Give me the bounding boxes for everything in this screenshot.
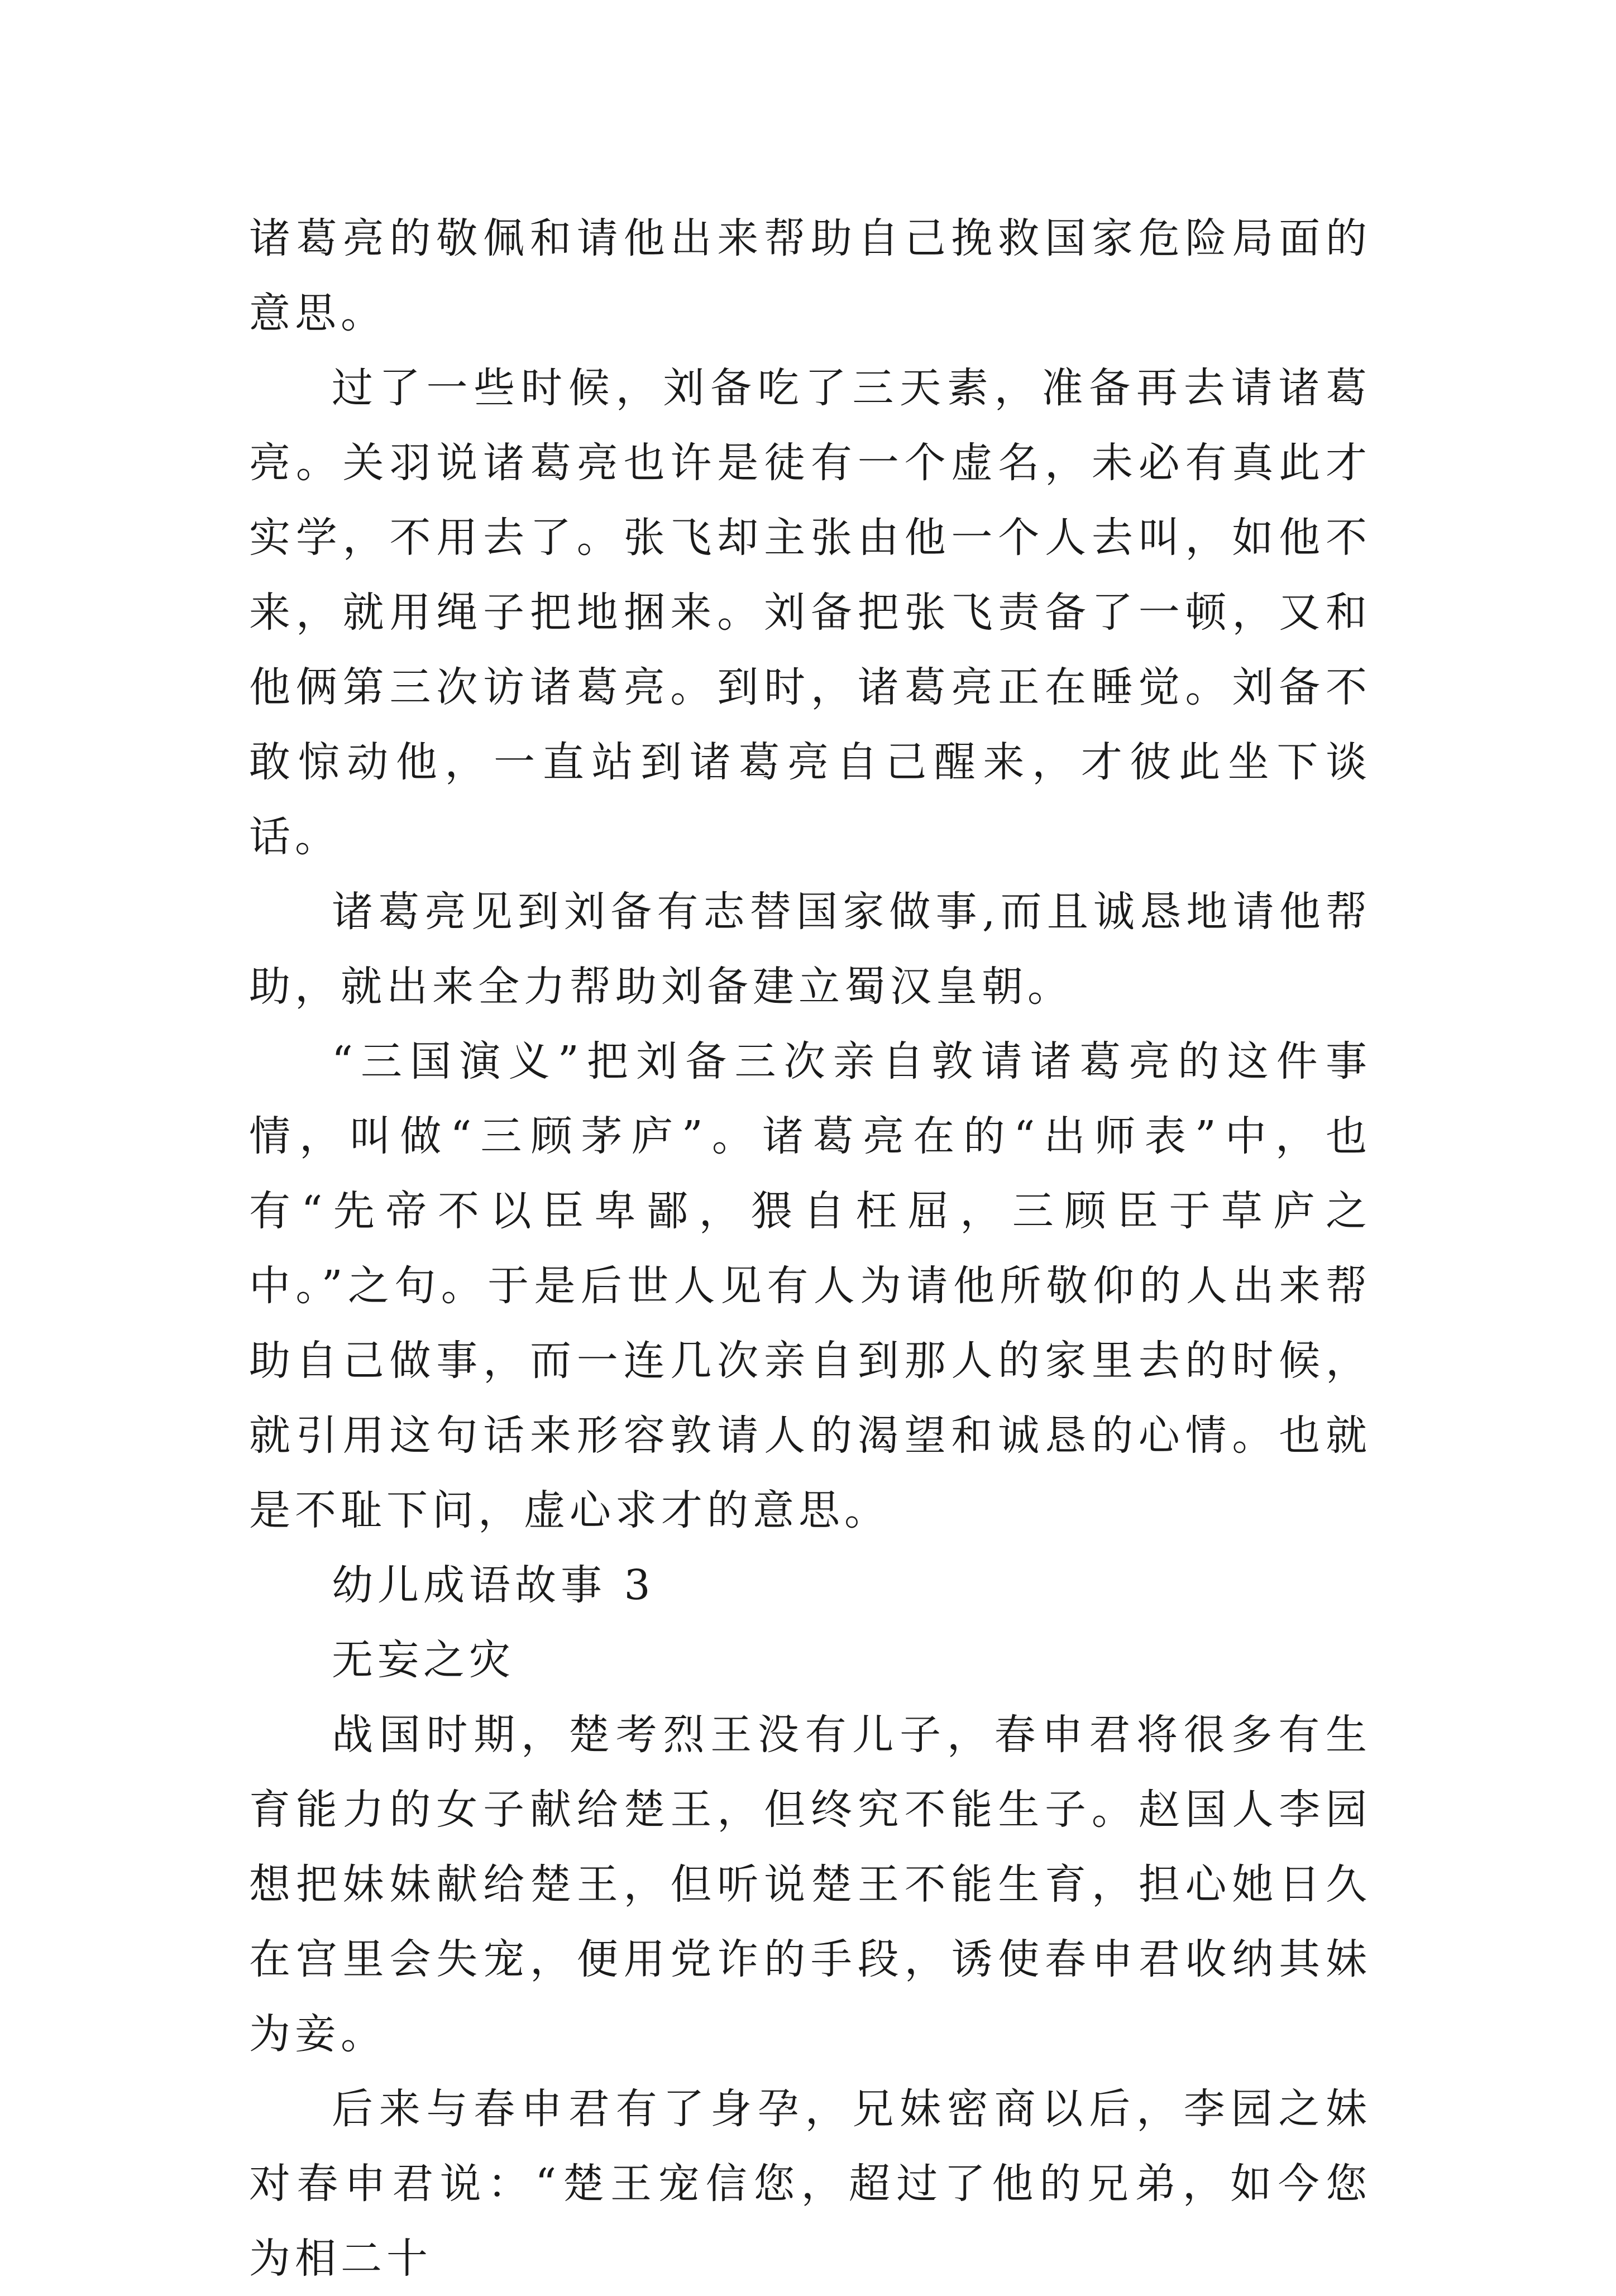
- paragraph-5: 战国时期，楚考烈王没有儿子，春申君将很多有生育能力的女子献给楚王，但终究不能生子。赵国人李园想把妹妹献给楚王，但听说楚王不能生育，担心她日久在宫里会失宠，便用党诈的手段，诱使春申君收纳其妹为妾。: [249, 1711, 1371, 2058]
- paragraph-1: 诸葛亮的敬佩和请他出来帮助自己挽救国家危险局面的意思。: [249, 214, 1371, 337]
- paragraph-2: 过了一些时候，刘备吃了三天素，准备再去请诸葛亮。关羽说诸葛亮也许是徒有一个虚名，未必有真此才实学，不用去了。张飞却主张由他一个人去叫，如他不来，就用绳子把地捆来。刘备把张飞责备了一顿，又和他俩第三次访诸葛亮。到时，诸葛亮正在睡觉。刘备不敢惊动他，一直站到诸葛亮自己醒来，才彼此坐下谈话。: [249, 364, 1371, 861]
- paragraph-4: “三国演义”把刘备三次亲自敦请诸葛亮的这件事情，叫做“三顾茅庐”。诸葛亮在的“出师表”中，也有“先帝不以臣卑鄙，猥自枉屈，三顾臣于草庐之中。”之句。于是后世人见有人为请他所敬仰的人出来帮助自己做事，而一连几次亲自到那人的家里去的时候，就引用这句话来形容敦请人的渴望和诚恳的心情。也就是不耻下问，虚心求才的意思。: [249, 1037, 1371, 1534]
- story-title: 无妄之灾: [332, 1636, 515, 1684]
- paragraph-3: 诸葛亮见到刘备有志替国家做事,而且诚恳地请他帮助，就出来全力帮助刘备建立蜀汉皇朝。: [249, 888, 1371, 1011]
- paragraph-6: 后来与春申君有了身孕，兄妹密商以后，李园之妹对春申君说：“楚王宠信您，超过了他的兄弟，如今您为相二十: [249, 2085, 1371, 2283]
- document-body: [249, 201, 1371, 2296]
- section-heading: 幼儿成语故事 3: [332, 1561, 655, 1609]
